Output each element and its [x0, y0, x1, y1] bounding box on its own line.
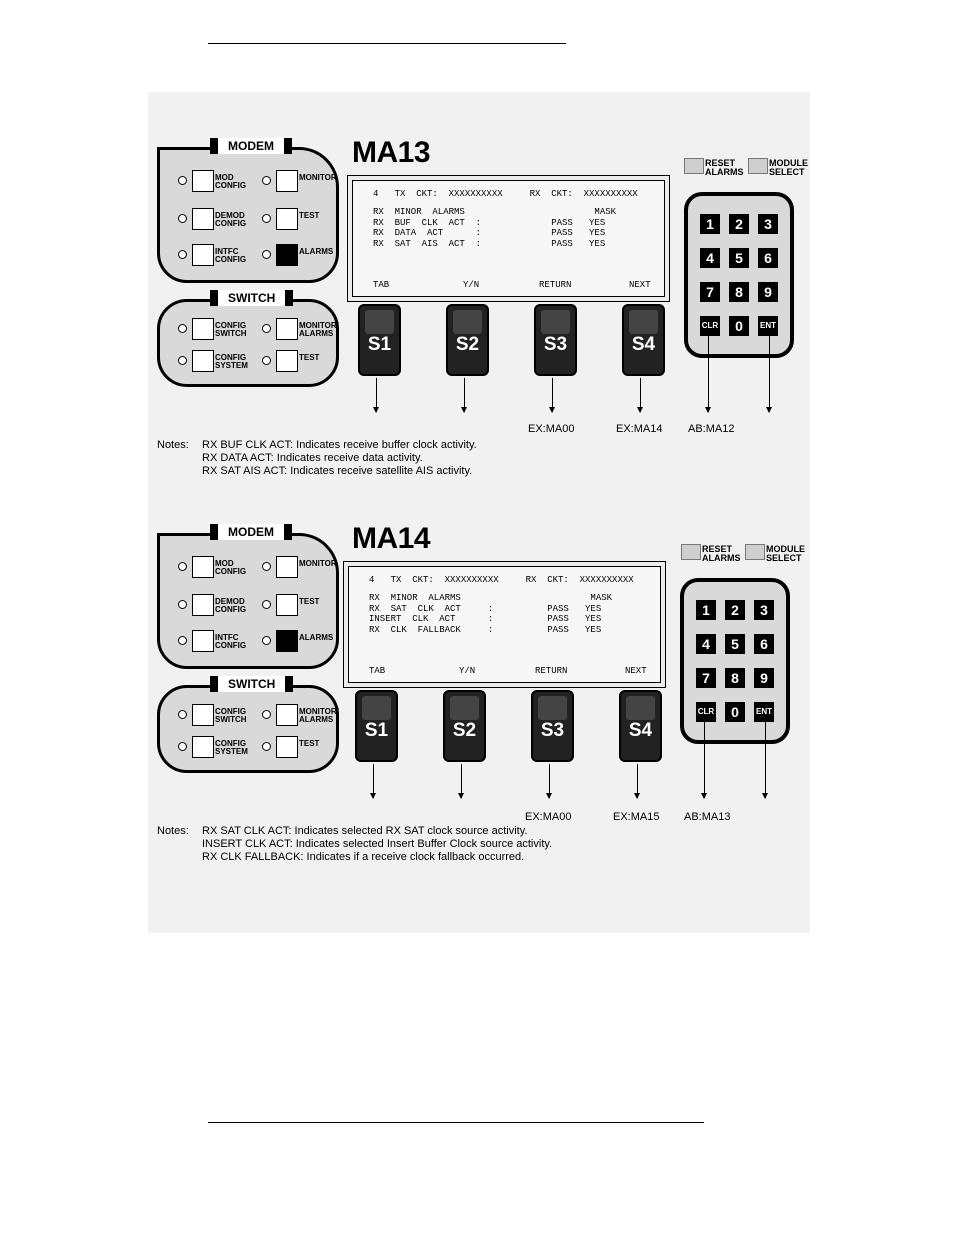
softkey-button-s1[interactable] [355, 690, 398, 762]
keypad-key-4[interactable]: 4 [700, 248, 720, 268]
keypad-key-6[interactable]: 6 [758, 248, 778, 268]
lcd-line: RX MINOR ALARMS MASK [369, 593, 613, 603]
lcd-line: RX SAT AIS ACT : PASS YES [373, 238, 606, 249]
screen-title: MA13 [352, 136, 431, 169]
module-select-swatch [748, 158, 768, 174]
arrow-target-label: EX:MA00 [528, 423, 575, 435]
softkey-cap [362, 696, 391, 720]
arrow-down-icon [637, 764, 638, 798]
softkey-label: S2 [455, 334, 480, 355]
modem-panel-title: MODEM [210, 138, 292, 154]
numeric-keypad [680, 578, 790, 744]
keypad-key-1[interactable]: 1 [700, 214, 720, 234]
modem-led [262, 562, 271, 571]
lcd-display [348, 566, 661, 683]
switch-led [178, 356, 187, 365]
keypad-key-3[interactable]: 3 [754, 600, 774, 620]
modem-panel-title: MODEM [210, 524, 292, 540]
switch-key-label: TEST [299, 739, 320, 748]
switch-key-label: CONFIG SYSTEM [215, 739, 248, 756]
arrow-target-label: EX:MA14 [616, 423, 663, 435]
switch-key[interactable] [192, 736, 214, 758]
arrow-down-icon [464, 378, 465, 412]
softkey-button-s1[interactable] [358, 304, 401, 376]
modem-led [178, 214, 187, 223]
lcd-header: 4 TX CKT: XXXXXXXXXX RX CKT: XXXXXXXXXX [373, 189, 638, 199]
softkey-cap [538, 696, 567, 720]
arrow-down-icon [765, 722, 766, 798]
switch-key-label: TEST [299, 353, 320, 362]
modem-key[interactable] [192, 208, 214, 230]
switch-panel [157, 677, 339, 773]
switch-key[interactable] [276, 736, 298, 758]
modem-key-label: MONITOR [299, 173, 337, 182]
reset-alarms-swatch [681, 544, 701, 560]
modem-key-label: MOD CONFIG [215, 173, 247, 190]
modem-key-label: TEST [299, 597, 320, 606]
softkey-cap [365, 310, 394, 334]
keypad-key-6[interactable]: 6 [754, 634, 774, 654]
modem-panel [157, 139, 339, 283]
switch-key[interactable] [276, 704, 298, 726]
module-select-label: MODULE SELECT [769, 158, 808, 177]
modem-key[interactable] [276, 556, 298, 578]
lcd-softkey-label: RETURN [535, 666, 568, 676]
modem-led [262, 176, 271, 185]
lcd-line: RX DATA ACT : PASS YES [373, 228, 606, 238]
numeric-keypad [684, 192, 794, 358]
arrow-down-icon [708, 336, 709, 412]
softkey-label: S2 [452, 720, 477, 741]
arrow-down-icon [373, 764, 374, 798]
softkey-button-s4[interactable] [622, 304, 665, 376]
lcd-softkey-label: TAB [373, 280, 390, 290]
keypad-key-2[interactable]: 2 [729, 214, 749, 234]
keypad-key-2[interactable]: 2 [725, 600, 745, 620]
switch-key[interactable] [192, 318, 214, 340]
note-line: RX DATA ACT: Indicates receive data activity. [202, 452, 423, 464]
switch-key[interactable] [276, 350, 298, 372]
modem-key[interactable] [192, 556, 214, 578]
keypad-key-7[interactable]: 7 [700, 282, 720, 302]
lcd-line: RX BUF CLK ACT : PASS YES [373, 217, 606, 228]
switch-panel-title: SWITCH [210, 676, 293, 692]
notes-heading: Notes: [157, 439, 189, 451]
softkey-button-s2[interactable] [446, 304, 489, 376]
switch-key-label: CONFIG SWITCH [215, 321, 247, 338]
note-line: RX BUF CLK ACT: Indicates receive buffer clock activity. [202, 439, 477, 451]
softkey-button-s3[interactable] [531, 690, 574, 762]
lcd-screen [343, 561, 666, 688]
modem-led [262, 636, 271, 645]
keypad-key-5[interactable]: 5 [725, 634, 745, 654]
softkey-label: S1 [364, 720, 389, 741]
modem-key-label: ALARMS [299, 633, 334, 642]
softkey-cap [453, 310, 482, 334]
softkey-cap [626, 696, 655, 720]
softkey-button-s2[interactable] [443, 690, 486, 762]
modem-led [262, 250, 271, 259]
modem-key-label: TEST [299, 211, 320, 220]
module-select-swatch [745, 544, 765, 560]
lcd-softkey-label: Y/N [463, 280, 480, 290]
keypad-key-clr[interactable]: CLR [696, 702, 716, 722]
modem-key[interactable] [276, 170, 298, 192]
notes-heading: Notes: [157, 825, 189, 837]
modem-key-label: DEMOD CONFIG [215, 597, 247, 614]
modem-key-label: MONITOR [299, 559, 337, 568]
note-line: RX CLK FALLBACK: Indicates if a receive clock fallback occurred. [202, 851, 525, 863]
modem-key-label: DEMOD CONFIG [215, 211, 247, 228]
lcd-header: 4 TX CKT: XXXXXXXXXX RX CKT: XXXXXXXXXX [369, 575, 634, 585]
keypad-target-label: AB:MA13 [684, 811, 731, 823]
switch-panel [157, 291, 339, 387]
keypad-key-ent[interactable]: ENT [754, 702, 774, 722]
switch-led [178, 324, 187, 333]
keypad-key-8[interactable]: 8 [725, 668, 745, 688]
modem-key[interactable] [192, 594, 214, 616]
note-line: RX SAT CLK ACT: Indicates selected RX SAT clock source activity. [202, 825, 528, 837]
lcd-softkey-label: NEXT [625, 666, 647, 676]
softkey-label: S3 [540, 720, 565, 741]
softkey-cap [450, 696, 479, 720]
modem-key[interactable] [276, 244, 298, 266]
keypad-key-7[interactable]: 7 [696, 668, 716, 688]
arrow-target-label: EX:MA00 [525, 811, 572, 823]
modem-key[interactable] [276, 208, 298, 230]
keypad-key-1[interactable]: 1 [696, 600, 716, 620]
modem-key-label: INTFC CONFIG [215, 633, 247, 650]
module-select-label: MODULE SELECT [766, 544, 805, 563]
keypad-key-3[interactable]: 3 [758, 214, 778, 234]
keypad-key-9[interactable]: 9 [758, 282, 778, 302]
switch-led [262, 324, 271, 333]
modem-led [178, 636, 187, 645]
modem-led [262, 214, 271, 223]
keypad-key-8[interactable]: 8 [729, 282, 749, 302]
modem-key-label: ALARMS [299, 247, 334, 256]
keypad-key-clr[interactable]: CLR [700, 316, 720, 336]
keypad-key-9[interactable]: 9 [754, 668, 774, 688]
modem-key[interactable] [276, 630, 298, 652]
modem-led [178, 562, 187, 571]
softkey-label: S3 [543, 334, 568, 355]
screen-title: MA14 [352, 522, 431, 555]
arrow-down-icon [640, 378, 641, 412]
softkey-cap [541, 310, 570, 334]
top-rule [208, 43, 566, 44]
switch-key-label: CONFIG SWITCH [215, 707, 247, 724]
arrow-down-icon [704, 722, 705, 798]
switch-panel-title: SWITCH [210, 290, 293, 306]
reset-alarms-label: RESET ALARMS [705, 158, 744, 177]
diagram-section-1 [0, 92, 954, 492]
bottom-rule [208, 1122, 704, 1123]
switch-key-label: CONFIG SYSTEM [215, 353, 248, 370]
keypad-key-0[interactable]: 0 [729, 316, 749, 336]
arrow-down-icon [376, 378, 377, 412]
keypad-target-label: AB:MA12 [688, 423, 735, 435]
arrow-down-icon [461, 764, 462, 798]
lcd-screen [347, 175, 670, 302]
modem-panel [157, 525, 339, 669]
switch-key[interactable] [192, 704, 214, 726]
modem-key[interactable] [192, 630, 214, 652]
switch-led [178, 710, 187, 719]
modem-led [178, 176, 187, 185]
softkey-label: S1 [367, 334, 392, 355]
diagram-section-2 [0, 478, 954, 878]
lcd-softkey-label: NEXT [629, 280, 651, 290]
switch-led [262, 356, 271, 365]
arrow-target-label: EX:MA15 [613, 811, 660, 823]
lcd-softkey-label: TAB [369, 666, 386, 676]
switch-led [262, 710, 271, 719]
lcd-display [352, 180, 665, 297]
modem-key-label: MOD CONFIG [215, 559, 247, 576]
switch-led [262, 742, 271, 751]
keypad-key-4[interactable]: 4 [696, 634, 716, 654]
lcd-softkey-label: Y/N [459, 666, 476, 676]
modem-led [262, 600, 271, 609]
arrow-down-icon [549, 764, 550, 798]
softkey-button-s3[interactable] [534, 304, 577, 376]
modem-key[interactable] [192, 244, 214, 266]
keypad-key-5[interactable]: 5 [729, 248, 749, 268]
modem-led [178, 250, 187, 259]
modem-key[interactable] [276, 594, 298, 616]
softkey-label: S4 [631, 334, 656, 355]
keypad-key-0[interactable]: 0 [725, 702, 745, 722]
modem-led [178, 600, 187, 609]
lcd-line: INSERT CLK ACT : PASS YES [369, 614, 602, 624]
softkey-label: S4 [628, 720, 653, 741]
keypad-key-ent[interactable]: ENT [758, 316, 778, 336]
lcd-line: RX SAT CLK ACT : PASS YES [369, 603, 602, 614]
reset-alarms-label: RESET ALARMS [702, 544, 741, 563]
lcd-line: RX CLK FALLBACK : PASS YES [369, 624, 602, 635]
lcd-softkey-label: RETURN [539, 280, 572, 290]
arrow-down-icon [552, 378, 553, 412]
switch-led [178, 742, 187, 751]
switch-key[interactable] [276, 318, 298, 340]
modem-key-label: INTFC CONFIG [215, 247, 247, 264]
arrow-down-icon [769, 336, 770, 412]
switch-key[interactable] [192, 350, 214, 372]
note-line: RX SAT AIS ACT: Indicates receive satellite AIS activity. [202, 465, 473, 477]
switch-key-label: MONITOR/ ALARMS [299, 707, 339, 724]
modem-key[interactable] [192, 170, 214, 192]
note-line: INSERT CLK ACT: Indicates selected Insert Buffer Clock source activity. [202, 838, 553, 850]
lcd-line: RX MINOR ALARMS MASK [373, 207, 617, 217]
softkey-cap [629, 310, 658, 334]
switch-key-label: MONITOR/ ALARMS [299, 321, 339, 338]
reset-alarms-swatch [684, 158, 704, 174]
softkey-button-s4[interactable] [619, 690, 662, 762]
